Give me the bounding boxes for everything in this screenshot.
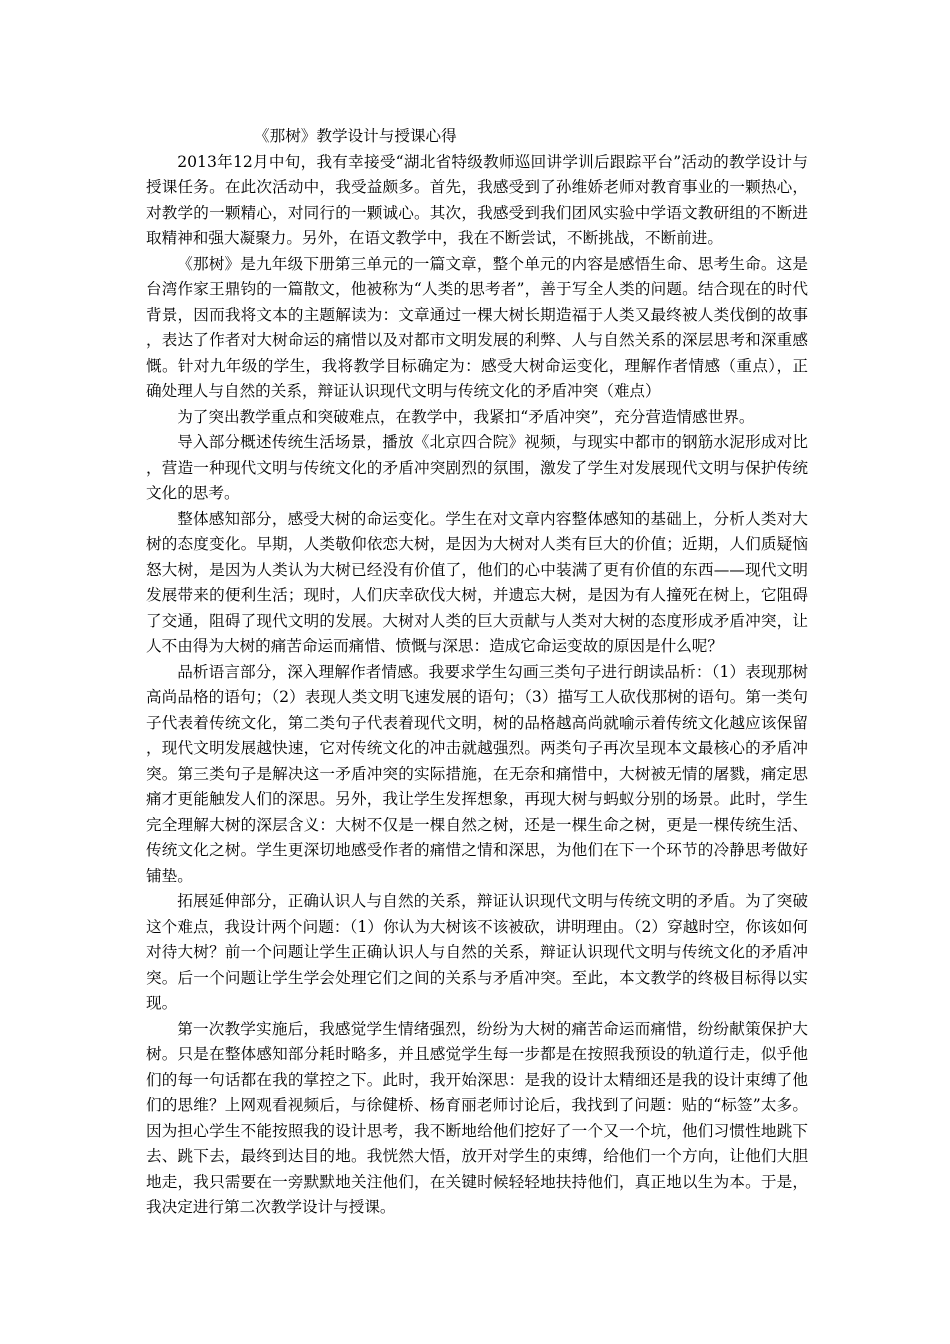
paragraph-lead-in: 导入部分概述传统生活场景，播放《北京四合院》视频，与现实中都市的钢筋水泥形成对比，营造一种现代文明与传统文化的矛盾冲突剧烈的氛围，激发了学生对发展现代文明与保护传统文化的思考。 [146, 433, 808, 502]
document-title: 《那树》教学设计与授课心得 [254, 127, 457, 145]
paragraph-text-analysis: 《那树》是九年级下册第三单元的一篇文章，整个单元的内容是感悟生命、思考生命。这是台湾作家王鼎钧的一篇散文，他被称为“人类的思考者”，善于写全人类的问题。结合现在的时代背景，因而我将文本的主题解读为：文章通过一棵大树长期造福于人类又最终被人类伐倒的故事，表达了作者对大树命运的痛惜以及对都市文明发展的利弊、人与自然关系的深层思考和深重感慨。针对九年级的学生，我将教学目标确定为：感受大树命运变化，理解作者情感（重点），正确处理人与自然的关系，辩证认识现代文明与传统文化的矛盾冲突（难点） [146, 254, 808, 400]
paragraph-teaching-focus: 为了突出教学重点和突破难点，在教学中，我紧扣“矛盾冲突”，充分营造情感世界。 [177, 407, 755, 426]
document-body [146, 124, 808, 1221]
paragraph-extension: 拓展延伸部分，正确认识人与自然的关系，辩证认识现代文明与传统文明的矛盾。为了突破这个难点，我设计两个问题：（1）你认为大树该不该被砍，讲明理由。（2）穿越时空，你该如何对待大树？前一个问题让学生正确认识人与自然的关系，辩证认识现代文明与传统文化的矛盾冲突。后一个问题让学生学会处理它们之间的关系与矛盾冲突。至此，本文教学的终极目标得以实现。 [146, 892, 808, 1012]
paragraph-intro-activity: 2013年12月中旬，我有幸接受“湖北省特级教师巡回讲学训后跟踪平台”活动的教学设计与授课任务。在此次活动中，我受益颇多。首先，我感受到了孙维娇老师对教育事业的一颗热心，对教学的一颗精心，对同行的一颗诚心。其次，我感受到我们团风实验中学语文教研组的不断进取精神和强大凝聚力。另外，在语文教学中，我在不断尝试，不断挑战，不断前进。 [146, 152, 808, 247]
paragraph-language-analysis: 品析语言部分，深入理解作者情感。我要求学生勾画三类句子进行朗读品析：（1）表现那树高尚品格的语句；（2）表现人类文明飞速发展的语句；（3）描写工人砍伐那树的语句。第一类句子代表着传统文化，第二类句子代表着现代文明，树的品格越高尚就喻示着传统文化越应该保留，现代文明发展越快速，它对传统文化的冲击就越强烈。两类句子再次呈现本文最核心的矛盾冲突。第三类句子是解决这一矛盾冲突的实际措施，在无奈和痛惜中，大树被无情的屠戮，痛定思痛才更能触发人们的深思。另外，我让学生发挥想象，再现大树与蚂蚁分别的场景。此时，学生完全理解大树的深层含义：大树不仅是一棵自然之树，还是一棵生命之树，更是一棵传统生活、传统文化之树。学生更深切地感受作者的痛惜之情和深思，为他们在下一个环节的冷静思考做好铺垫。 [146, 662, 808, 885]
paragraph-reflection: 第一次教学实施后，我感觉学生情绪强烈，纷纷为大树的痛苦命运而痛惜，纷纷献策保护大树。只是在整体感知部分耗时略多，并且感觉学生每一步都是在按照我预设的轨道行走，似乎他们的每一句话都在我的掌控之下。此时，我开始深思：是我的设计太精细还是我的设计束缚了他们的思维？上网观看视频后，与徐健桥、杨育丽老师讨论后，我找到了问题：贴的“标签”太多。因为担心学生不能按照我的设计思考，我不断地给他们挖好了一个又一个坑，他们习惯性地跳下去、跳下去，最终到达目的地。我恍然大悟，放开对学生的束缚，给他们一个方向，让他们大胆地走，我只需要在一旁默默地关注他们，在关键时候轻轻地扶持他们，真正地以生为本。于是，我决定进行第二次教学设计与授课。 [146, 1019, 808, 1216]
paragraph-overall-perception: 整体感知部分，感受大树的命运变化。学生在对文章内容整体感知的基础上，分析人类对大树的态度变化。早期，人类敬仰依恋大树，是因为大树对人类有巨大的价值；近期，人们质疑恼怒大树，是因为人类认为大树已经没有价值了，他们的心中装满了更有价值的东西——现代文明发展带来的便利生活；现时，人们庆幸砍伐大树，并遗忘大树，是因为有人撞死在树上，它阻碍了交通，阻碍了现代文明的发展。大树对人类的巨大贡献与人类对大树的态度形成矛盾冲突，让人不由得为大树的痛苦命运而痛惜、愤慨与深思：造成它命运变故的原因是什么呢？ [146, 509, 808, 655]
